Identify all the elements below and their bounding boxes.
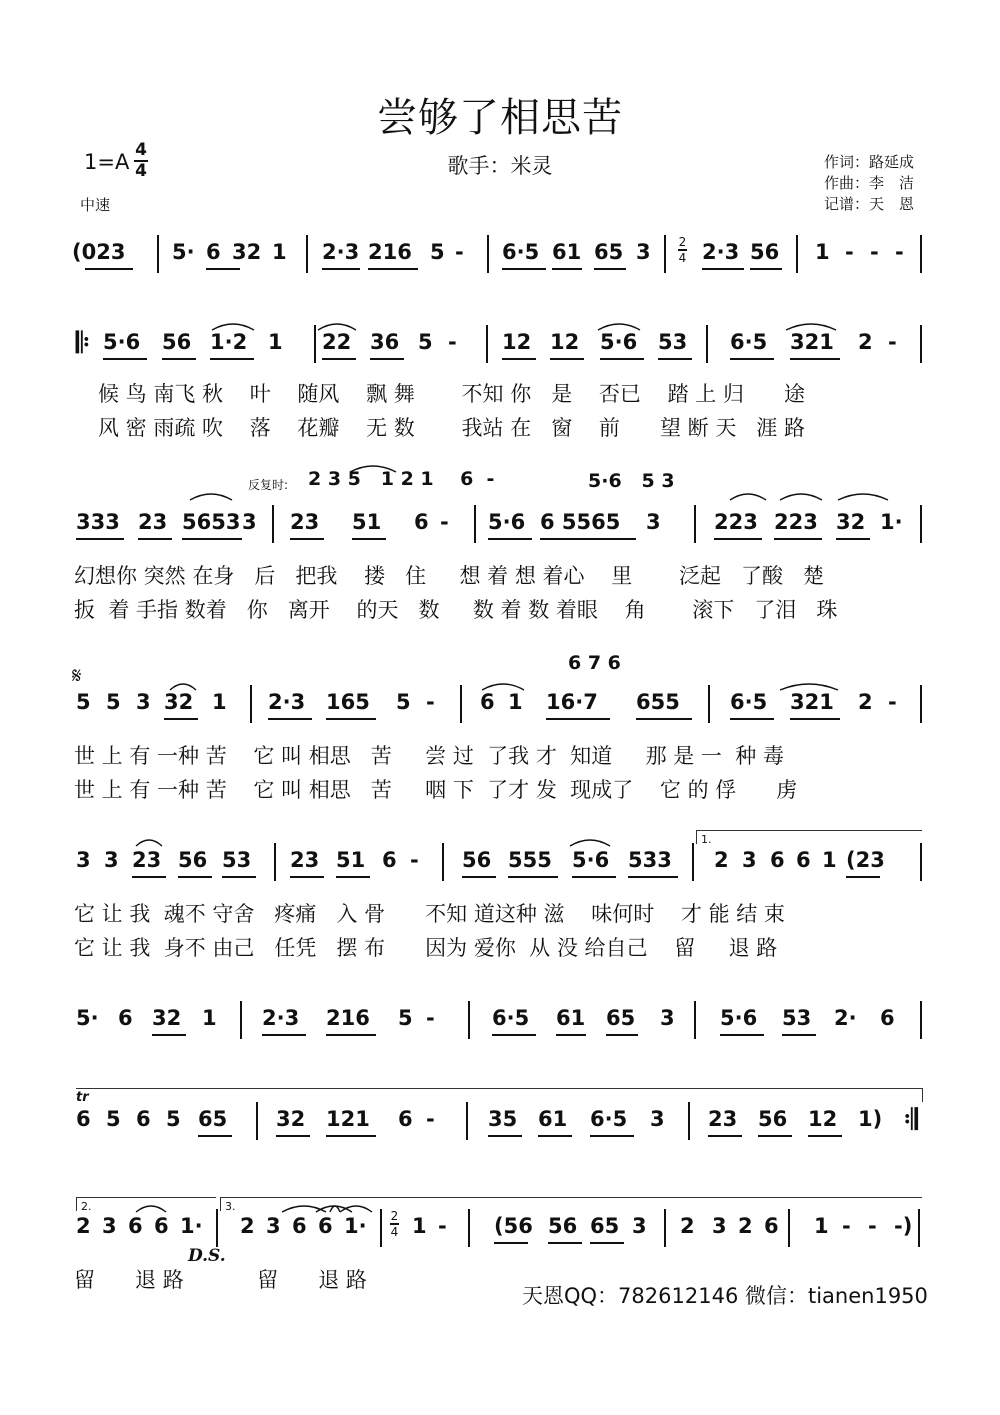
note-group: 6 bbox=[764, 1214, 779, 1238]
note-group: 2 bbox=[858, 690, 873, 714]
alt-notes-row4: 6 7 6 bbox=[568, 652, 621, 674]
note-group: (23 bbox=[846, 848, 885, 872]
note-group: 216 bbox=[368, 240, 412, 264]
beam-line bbox=[808, 1135, 842, 1137]
beam-line bbox=[76, 538, 124, 540]
beam-line bbox=[546, 718, 610, 720]
note-group: 1· bbox=[880, 510, 903, 534]
time-sig-top: 4 bbox=[135, 140, 147, 160]
note-group: 1 bbox=[508, 690, 523, 714]
note-group: 22 bbox=[322, 330, 352, 354]
beam-line bbox=[152, 1034, 186, 1036]
slur-10 bbox=[482, 684, 524, 690]
note-group: 65 bbox=[198, 1107, 228, 1131]
note-group: 6 bbox=[76, 1107, 91, 1131]
note-group: 3 bbox=[136, 690, 151, 714]
tempo-marking: 中速 bbox=[80, 196, 111, 214]
note-group: 3 bbox=[76, 848, 91, 872]
beam-line bbox=[730, 358, 774, 360]
note-group: 6 bbox=[154, 1214, 169, 1238]
note-group: 65 bbox=[606, 1006, 636, 1030]
note-group: -) bbox=[894, 1214, 913, 1238]
note-group: 6 bbox=[796, 848, 811, 872]
beam-line bbox=[548, 1242, 582, 1244]
note-group: 165 bbox=[326, 690, 370, 714]
note-group: (56 bbox=[494, 1214, 533, 1238]
note-group: 1 bbox=[822, 848, 837, 872]
beam-line bbox=[276, 1135, 310, 1137]
key-signature: 1=A bbox=[84, 150, 130, 174]
note-group: 23 bbox=[708, 1107, 738, 1131]
note-group: 65 bbox=[594, 240, 624, 264]
note-group: 56 bbox=[548, 1214, 578, 1238]
beam-line bbox=[290, 876, 324, 878]
beam-line bbox=[540, 538, 636, 540]
note-group: 56 bbox=[462, 848, 492, 872]
beam-line bbox=[206, 268, 240, 270]
note-group: 5 bbox=[76, 690, 91, 714]
beam-line bbox=[132, 876, 166, 878]
beam-line bbox=[210, 358, 254, 360]
slur-5 bbox=[190, 494, 232, 500]
beam-line bbox=[836, 538, 870, 540]
note-group: 1 bbox=[412, 1214, 427, 1238]
beam-line bbox=[164, 718, 198, 720]
note-group: 3 bbox=[632, 1214, 647, 1238]
note-group: - bbox=[426, 690, 435, 714]
beam-line bbox=[492, 1034, 536, 1036]
beam-line bbox=[326, 718, 376, 720]
slur-16 bbox=[136, 1206, 166, 1212]
note-group: 6 bbox=[398, 1107, 413, 1131]
note-group: 12 bbox=[550, 330, 580, 354]
note-group: 32 bbox=[232, 240, 262, 264]
beam-line bbox=[502, 358, 536, 360]
beam-line bbox=[556, 1034, 586, 1036]
slur-18 bbox=[340, 1206, 372, 1212]
note-group: 3 bbox=[712, 1214, 727, 1238]
slur-14 bbox=[570, 840, 610, 846]
slur-9 bbox=[350, 466, 396, 472]
note-group: 2·3 bbox=[702, 240, 740, 264]
beam-line bbox=[600, 358, 644, 360]
note-group: 5 bbox=[106, 690, 121, 714]
note-group: - bbox=[440, 510, 449, 534]
note-group: 6 bbox=[292, 1214, 307, 1238]
note-group: 321 bbox=[790, 330, 834, 354]
beam-line bbox=[708, 1135, 742, 1137]
note-group: 32 bbox=[164, 690, 194, 714]
beam-line bbox=[658, 358, 692, 360]
beam-line bbox=[162, 358, 196, 360]
note-group: 53 bbox=[222, 848, 252, 872]
note-group: - bbox=[410, 848, 419, 872]
note-group: 61 bbox=[538, 1107, 568, 1131]
beam-line bbox=[782, 1034, 816, 1036]
beam-line bbox=[138, 538, 172, 540]
repeat-end-icon: 𝄇 bbox=[904, 1103, 918, 1136]
note-group: 1) bbox=[858, 1107, 883, 1131]
note-group: 32 bbox=[836, 510, 866, 534]
composer-credit: 作曲：李 洁 bbox=[824, 174, 915, 192]
beam-line bbox=[336, 876, 370, 878]
beam-line bbox=[182, 538, 242, 540]
note-group: 5· bbox=[76, 1006, 99, 1030]
beam-line bbox=[552, 268, 582, 270]
note-group: 3 bbox=[102, 1214, 117, 1238]
note-group: 61 bbox=[552, 240, 582, 264]
beam-line bbox=[758, 1135, 792, 1137]
note-group: 5·6 bbox=[600, 330, 638, 354]
note-group: 6 bbox=[136, 1107, 151, 1131]
note-group: 5 bbox=[430, 240, 445, 264]
note-group: 6 bbox=[770, 848, 785, 872]
slur-11 bbox=[780, 684, 838, 690]
transcriber-credit: 记谱：天 恩 bbox=[824, 195, 915, 213]
slur-6 bbox=[838, 494, 888, 500]
beam-line bbox=[720, 1034, 764, 1036]
note-group: 3 bbox=[650, 1107, 665, 1131]
note-group: 53 bbox=[782, 1006, 812, 1030]
beam-line bbox=[508, 876, 558, 878]
note-group: 53 bbox=[658, 330, 688, 354]
time-change-2-4: 2 4 bbox=[390, 1209, 399, 1239]
beam-line bbox=[774, 538, 822, 540]
beam-line bbox=[322, 358, 356, 360]
beam-line bbox=[488, 538, 532, 540]
note-group: 3 bbox=[242, 510, 257, 534]
note-group: - bbox=[895, 240, 904, 264]
beam-line bbox=[590, 1135, 634, 1137]
beam-line bbox=[352, 538, 386, 540]
time-change-2-4: 2 4 bbox=[678, 235, 687, 265]
slur-12 bbox=[170, 684, 196, 690]
note-group: 1 bbox=[272, 240, 287, 264]
alt-notes-row3b: 5·6 5 3 bbox=[588, 470, 675, 492]
note-group: 65 bbox=[590, 1214, 620, 1238]
note-group: 5·6 bbox=[572, 848, 610, 872]
note-group: 16·7 bbox=[546, 690, 598, 714]
note-group: 2· bbox=[834, 1006, 857, 1030]
time-sig-bottom: 4 bbox=[135, 161, 147, 181]
beam-line bbox=[322, 268, 360, 270]
note-group: 2 bbox=[76, 1214, 91, 1238]
note-group: 2·3 bbox=[322, 240, 360, 264]
note-group: 555 bbox=[508, 848, 552, 872]
note-group: 6 5565 bbox=[540, 510, 621, 534]
beam-line bbox=[488, 1135, 522, 1137]
slur-4 bbox=[786, 324, 836, 330]
note-group: 5·6 bbox=[103, 330, 141, 354]
note-group: 5 bbox=[106, 1107, 121, 1131]
note-group: 6 bbox=[880, 1006, 895, 1030]
beam-line bbox=[846, 876, 880, 878]
beam-line bbox=[262, 1034, 306, 1036]
beam-line bbox=[750, 268, 782, 270]
beam-line bbox=[590, 1242, 624, 1244]
slur-13 bbox=[136, 840, 162, 846]
note-group: 6 bbox=[118, 1006, 133, 1030]
note-group: 2 bbox=[680, 1214, 695, 1238]
note-group: 1· bbox=[180, 1214, 203, 1238]
note-group: - bbox=[870, 240, 879, 264]
note-group: 6 bbox=[206, 240, 221, 264]
note-group: 6·5 bbox=[502, 240, 540, 264]
volta-1: 1. bbox=[701, 833, 712, 846]
note-group: - bbox=[455, 240, 464, 264]
ds-marking: D.S. bbox=[188, 1246, 226, 1266]
note-group: 2·3 bbox=[262, 1006, 300, 1030]
note-group: 3 bbox=[266, 1214, 281, 1238]
note-group: 1 bbox=[814, 1214, 829, 1238]
note-group: 1· bbox=[344, 1214, 367, 1238]
note-group: 23 bbox=[132, 848, 162, 872]
note-group: 1 bbox=[202, 1006, 217, 1030]
note-group: 121 bbox=[326, 1107, 370, 1131]
note-group: 6 bbox=[128, 1214, 143, 1238]
note-group: 5 bbox=[398, 1006, 413, 1030]
beam-line bbox=[702, 268, 744, 270]
volta-3: 3. bbox=[225, 1200, 236, 1213]
note-group: 1 bbox=[268, 330, 283, 354]
segno-sign: 𝄋 bbox=[72, 664, 82, 689]
note-group: 12 bbox=[502, 330, 532, 354]
beam-line bbox=[730, 718, 774, 720]
note-group: 51 bbox=[336, 848, 366, 872]
note-group: 1 bbox=[815, 240, 830, 264]
note-group: 12 bbox=[808, 1107, 838, 1131]
beam-line bbox=[326, 1034, 376, 1036]
note-group: - bbox=[448, 330, 457, 354]
note-group: 6·5 bbox=[492, 1006, 530, 1030]
note-group: 6 bbox=[414, 510, 429, 534]
note-group: - bbox=[426, 1006, 435, 1030]
beam-line bbox=[370, 358, 404, 360]
song-title: 尝够了相思苦 bbox=[377, 95, 623, 141]
note-group: (023 bbox=[72, 240, 126, 264]
beam-line bbox=[103, 358, 147, 360]
note-group: 3 bbox=[660, 1006, 675, 1030]
beam-line bbox=[550, 358, 584, 360]
note-group: 56 bbox=[178, 848, 208, 872]
volta-2: 2. bbox=[81, 1200, 92, 1213]
note-group: 3 bbox=[636, 240, 651, 264]
slur-3 bbox=[598, 324, 640, 330]
beam-line bbox=[290, 538, 324, 540]
beam-line bbox=[494, 1242, 528, 1244]
note-group: 6 bbox=[318, 1214, 333, 1238]
note-group: 5· bbox=[172, 240, 195, 264]
note-group: 6·5 bbox=[730, 330, 768, 354]
note-group: 23 bbox=[138, 510, 168, 534]
note-group: 2 bbox=[714, 848, 729, 872]
slur-2 bbox=[318, 324, 356, 330]
beam-line bbox=[594, 268, 626, 270]
note-group: 56 bbox=[750, 240, 780, 264]
note-group: 223 bbox=[774, 510, 818, 534]
note-group: - bbox=[438, 1214, 447, 1238]
beam-line bbox=[268, 718, 312, 720]
note-group: 5·6 bbox=[488, 510, 526, 534]
beam-line bbox=[326, 1135, 376, 1137]
slur-8 bbox=[780, 494, 822, 500]
beam-line bbox=[368, 268, 418, 270]
beam-line bbox=[198, 1135, 232, 1137]
beam-line bbox=[606, 1034, 638, 1036]
singer-credit: 歌手：米灵 bbox=[447, 154, 553, 178]
beam-line bbox=[636, 718, 692, 720]
note-group: 6·5 bbox=[590, 1107, 628, 1131]
note-group: 5 bbox=[396, 690, 411, 714]
note-group: 533 bbox=[628, 848, 672, 872]
beam-line bbox=[178, 876, 212, 878]
beam-line bbox=[222, 876, 256, 878]
repeat-start-icon: 𝄆 bbox=[76, 326, 90, 359]
note-group: 2 bbox=[738, 1214, 753, 1238]
note-group: 1 bbox=[212, 690, 227, 714]
note-group: 333 bbox=[76, 510, 120, 534]
note-group: 5·6 bbox=[720, 1006, 758, 1030]
note-group: 35 bbox=[488, 1107, 518, 1131]
note-group: 223 bbox=[714, 510, 758, 534]
beam-line bbox=[714, 538, 762, 540]
note-group: - bbox=[845, 240, 854, 264]
slur-1 bbox=[212, 324, 254, 330]
note-group: 5 bbox=[166, 1107, 181, 1131]
note-group: 23 bbox=[290, 848, 320, 872]
beam-line bbox=[462, 876, 496, 878]
note-group: 6 bbox=[382, 848, 397, 872]
beam-line bbox=[572, 876, 616, 878]
note-group: 56 bbox=[758, 1107, 788, 1131]
trill-mark: tr bbox=[76, 1090, 89, 1105]
slur-15 bbox=[282, 1206, 326, 1212]
note-group: 32 bbox=[276, 1107, 306, 1131]
beam-line bbox=[85, 268, 133, 270]
note-group: 32 bbox=[152, 1006, 182, 1030]
note-group: 2·3 bbox=[268, 690, 306, 714]
note-group: 3 bbox=[104, 848, 119, 872]
note-group: 6·5 bbox=[730, 690, 768, 714]
beam-line bbox=[628, 876, 678, 878]
note-group: - bbox=[426, 1107, 435, 1131]
beam-line bbox=[502, 268, 546, 270]
contact-footer: 天恩QQ：782612146 微信：tianen1950 bbox=[522, 1284, 928, 1308]
beam-line bbox=[790, 718, 840, 720]
note-group: - bbox=[888, 330, 897, 354]
note-group: - bbox=[888, 690, 897, 714]
note-group: 321 bbox=[790, 690, 834, 714]
lyricist-credit: 作词：路延成 bbox=[824, 153, 915, 171]
alt-notes-row3a: 2 3 5 1 2 1 6 - bbox=[308, 468, 495, 490]
beam-line bbox=[790, 358, 840, 360]
note-group: 2 bbox=[858, 330, 873, 354]
note-group: 1·2 bbox=[210, 330, 248, 354]
note-group: - bbox=[868, 1214, 877, 1238]
note-group: 36 bbox=[370, 330, 400, 354]
note-group: - bbox=[842, 1214, 851, 1238]
note-group: 2 bbox=[240, 1214, 255, 1238]
beam-line bbox=[538, 1135, 572, 1137]
note-group: 51 bbox=[352, 510, 382, 534]
note-group: 3 bbox=[646, 510, 661, 534]
note-group: 655 bbox=[636, 690, 680, 714]
slur-7 bbox=[730, 494, 766, 500]
note-group: 6 bbox=[480, 690, 495, 714]
note-group: 5 bbox=[418, 330, 433, 354]
note-group: 216 bbox=[326, 1006, 370, 1030]
note-group: 56 bbox=[162, 330, 192, 354]
note-group: 3 bbox=[742, 848, 757, 872]
note-group: 61 bbox=[556, 1006, 586, 1030]
note-group: 23 bbox=[290, 510, 320, 534]
note-group: 5653 bbox=[182, 510, 241, 534]
repeat-note: 反复时: bbox=[248, 478, 289, 492]
